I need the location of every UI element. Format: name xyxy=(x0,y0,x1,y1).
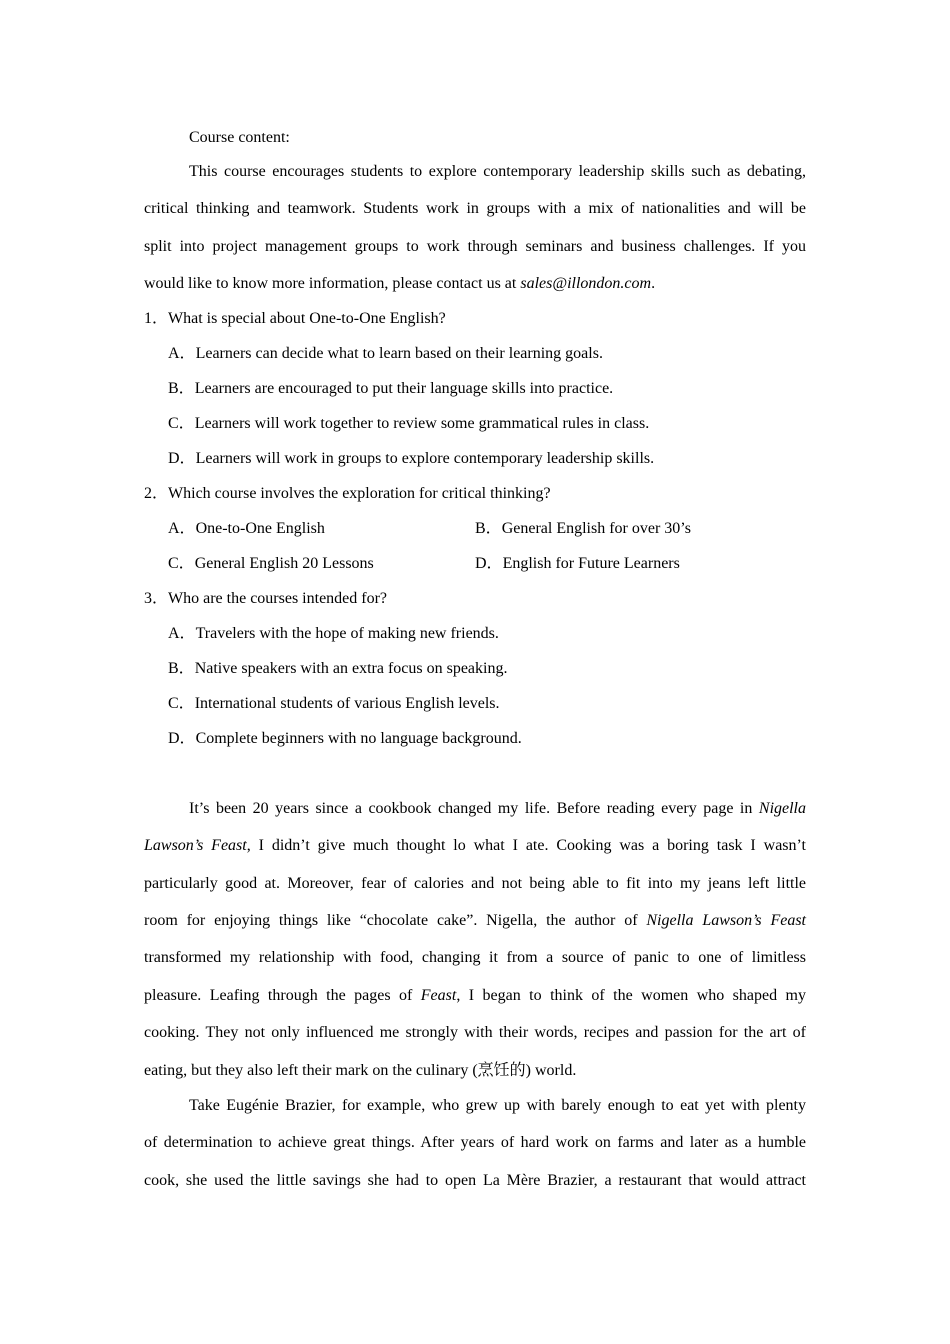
option-letter: B． xyxy=(168,380,195,397)
option-text: Complete beginners with no language background. xyxy=(195,730,522,747)
option-text: One-to-One English xyxy=(195,520,325,537)
option-text: General English 20 Lessons xyxy=(194,555,374,572)
question-text: Which course involves the exploration for critical thinking? xyxy=(168,485,551,502)
question-2 xyxy=(144,484,551,504)
text-run: room for enjoying things like “chocolate cake”. Nigella, the author of xyxy=(144,912,647,929)
option-1a xyxy=(168,344,603,364)
paragraph-line: of determination to achieve great things. After years of hard work on farms and later as a humble xyxy=(144,1134,806,1151)
option-letter: B． xyxy=(475,520,502,537)
option-letter: A． xyxy=(168,345,196,362)
option-1c xyxy=(168,414,649,434)
paragraph-line xyxy=(144,911,806,931)
period: . xyxy=(651,275,656,292)
option-letter: D． xyxy=(475,555,503,572)
option-3c xyxy=(168,694,500,714)
book-title: Nigella Lawson’s Feast xyxy=(646,912,806,929)
paragraph-line: critical thinking and teamwork. Students work in groups with a mix of nationalities and will be xyxy=(144,200,806,217)
course-content-heading: Course content: xyxy=(189,129,290,146)
paragraph-line xyxy=(144,986,806,1006)
option-text: Native speakers with an extra focus on speaking. xyxy=(194,660,508,677)
book-title: Lawson’s Feast xyxy=(144,837,247,854)
paragraph-line: Take Eugénie Brazier, for example, who grew up with barely enough to eat yet with plenty xyxy=(189,1097,806,1114)
question-1 xyxy=(144,309,446,329)
paragraph-line: cooking. They not only influenced me strongly with their words, recipes and passion for the art of xyxy=(144,1024,806,1041)
option-text: Learners will work in groups to explore contemporary leadership skills. xyxy=(195,450,655,467)
paragraph-last-line: eating, but they also left their mark on the culinary (烹饪的) world. xyxy=(144,1062,577,1079)
option-letter: C． xyxy=(168,555,195,572)
paragraph-line: cook, she used the little savings she had to open La Mère Brazier, a restaurant that would attract xyxy=(144,1172,806,1189)
option-1d xyxy=(168,449,654,469)
paragraph-last-line xyxy=(144,274,655,294)
option-text: English for Future Learners xyxy=(502,555,680,572)
option-letter: D． xyxy=(168,450,196,467)
option-text: General English for over 30’s xyxy=(501,520,691,537)
option-text: Learners are encouraged to put their language skills into practice. xyxy=(194,380,614,397)
option-text: Learners will work together to review some grammatical rules in class. xyxy=(194,415,650,432)
text-run: , I began to think of the women who shaped my xyxy=(456,987,806,1004)
paragraph-line: transformed my relationship with food, changing it from a source of panic to one of limitless xyxy=(144,949,806,966)
option-letter: A． xyxy=(168,520,196,537)
option-2c xyxy=(168,554,374,574)
paragraph-line xyxy=(189,799,806,819)
contact-email: sales@illondon.com xyxy=(520,275,652,292)
paragraph-line: particularly good at. Moreover, fear of calories and not being able to fit into my jeans left little xyxy=(144,875,806,892)
question-number: 3． xyxy=(144,590,169,607)
option-text: Learners can decide what to learn based on their learning goals. xyxy=(195,345,603,362)
book-title: Nigella xyxy=(758,800,806,817)
option-3b xyxy=(168,659,507,679)
option-letter: D． xyxy=(168,730,196,747)
option-3a xyxy=(168,624,499,644)
question-text: What is special about One-to-One English? xyxy=(168,310,446,327)
paragraph-line: split into project management groups to work through seminars and business challenges. If you xyxy=(144,238,806,255)
option-letter: C． xyxy=(168,415,195,432)
option-text: Travelers with the hope of making new friends. xyxy=(195,625,499,642)
option-text: International students of various English levels. xyxy=(194,695,500,712)
book-title: Feast xyxy=(420,987,457,1004)
question-number: 2． xyxy=(144,485,169,502)
option-2b xyxy=(475,519,691,539)
option-1b xyxy=(168,379,613,399)
question-text: Who are the courses intended for? xyxy=(168,590,388,607)
option-2d xyxy=(475,554,680,574)
question-3 xyxy=(144,589,387,609)
contact-text: would like to know more information, please contact us at xyxy=(144,275,521,292)
text-run: It’s been 20 years since a cookbook changed my life. Before reading every page in xyxy=(189,800,759,817)
option-3d xyxy=(168,729,522,749)
paragraph-line xyxy=(144,836,806,856)
text-run: pleasure. Leafing through the pages of xyxy=(144,987,421,1004)
option-2a xyxy=(168,519,325,539)
question-number: 1． xyxy=(144,310,169,327)
paragraph-line: This course encourages students to explore contemporary leadership skills such as debating, xyxy=(189,163,806,180)
option-letter: C． xyxy=(168,695,195,712)
option-letter: B． xyxy=(168,660,195,677)
option-letter: A． xyxy=(168,625,196,642)
text-run: , I didn’t give much thought lo what I ate. Cooking was a boring task I wasn’t xyxy=(246,837,807,854)
